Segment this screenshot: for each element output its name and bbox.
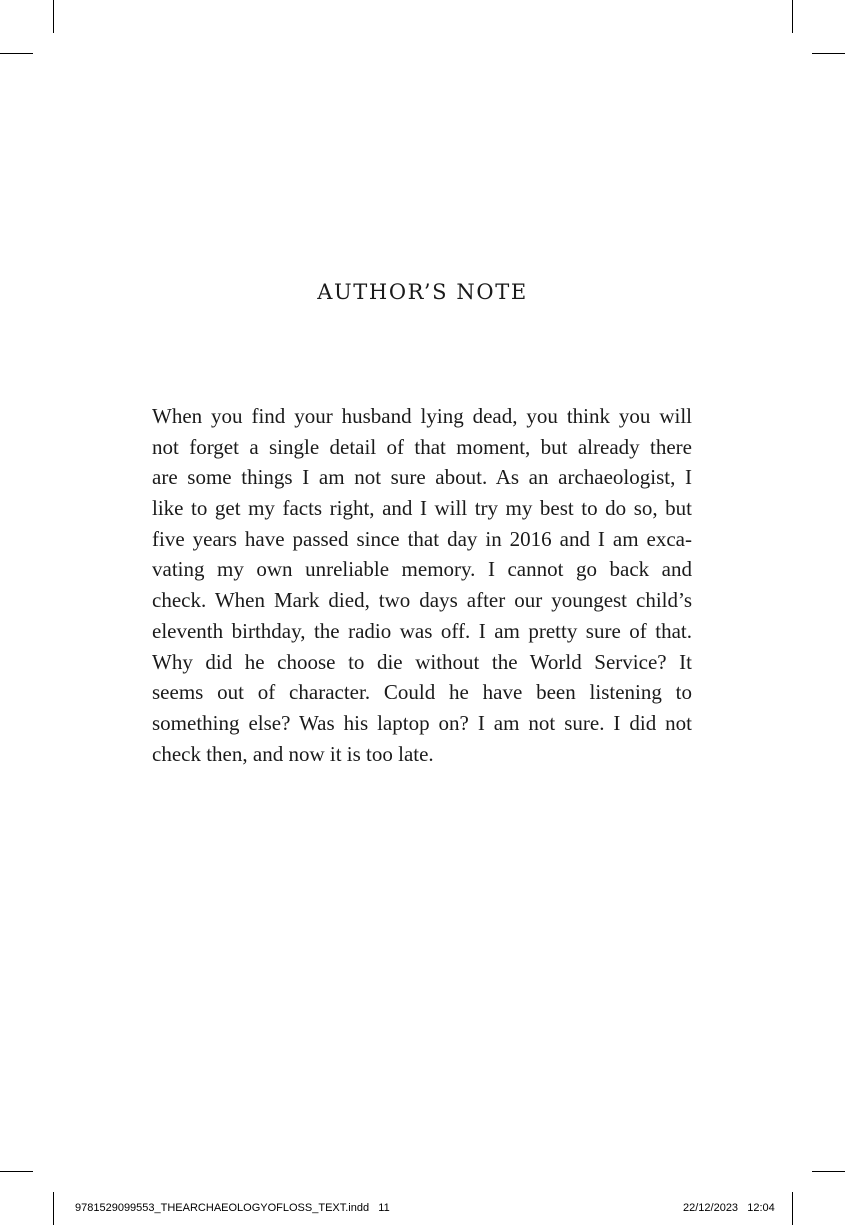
body-paragraph — [152, 401, 692, 769]
crop-mark-left-bottom — [0, 1171, 33, 1172]
crop-mark-top-left — [53, 0, 54, 33]
chapter-heading: AUTHOR’S NOTE — [317, 280, 528, 304]
text-line: check then, and now it is too late. — [152, 741, 434, 766]
text-line: eleventh birthday, the radio was off. I am pretty sure of that. — [152, 618, 692, 643]
slug-datetime: 22/12/2023 12:04 — [683, 1202, 775, 1214]
slug-filename: 9781529099553_THEARCHAEOLOGYOFLOSS_TEXT.indd 11 — [75, 1202, 390, 1214]
crop-mark-bottom-right — [792, 1192, 793, 1225]
text-line: five years have passed since that day in 2016 and I am exca- — [152, 526, 692, 551]
crop-mark-right-bottom — [812, 1171, 845, 1172]
text-line: Why did he choose to die without the World Service? It — [152, 649, 692, 674]
crop-mark-bottom-left — [53, 1192, 54, 1225]
text-line: vating my own unreliable memory. I cannot go back and — [152, 557, 692, 582]
text-line: check. When Mark died, two days after our youngest child’s — [152, 588, 692, 613]
text-line: like to get my facts right, and I will try my best to do so, but — [152, 496, 692, 521]
text-line: When you find your husband lying dead, you think you will — [152, 404, 692, 428]
text-line: seems out of character. Could he have been listening to — [152, 680, 692, 705]
text-line: something else? Was his laptop on? I am not sure. I did not — [152, 710, 692, 735]
crop-mark-left-top — [0, 53, 33, 54]
text-line: not forget a single detail of that moment, but already there — [152, 434, 692, 459]
crop-mark-top-right — [792, 0, 793, 33]
text-line: are some things I am not sure about. As an archaeologist, I — [152, 465, 692, 490]
crop-mark-right-top — [812, 53, 845, 54]
